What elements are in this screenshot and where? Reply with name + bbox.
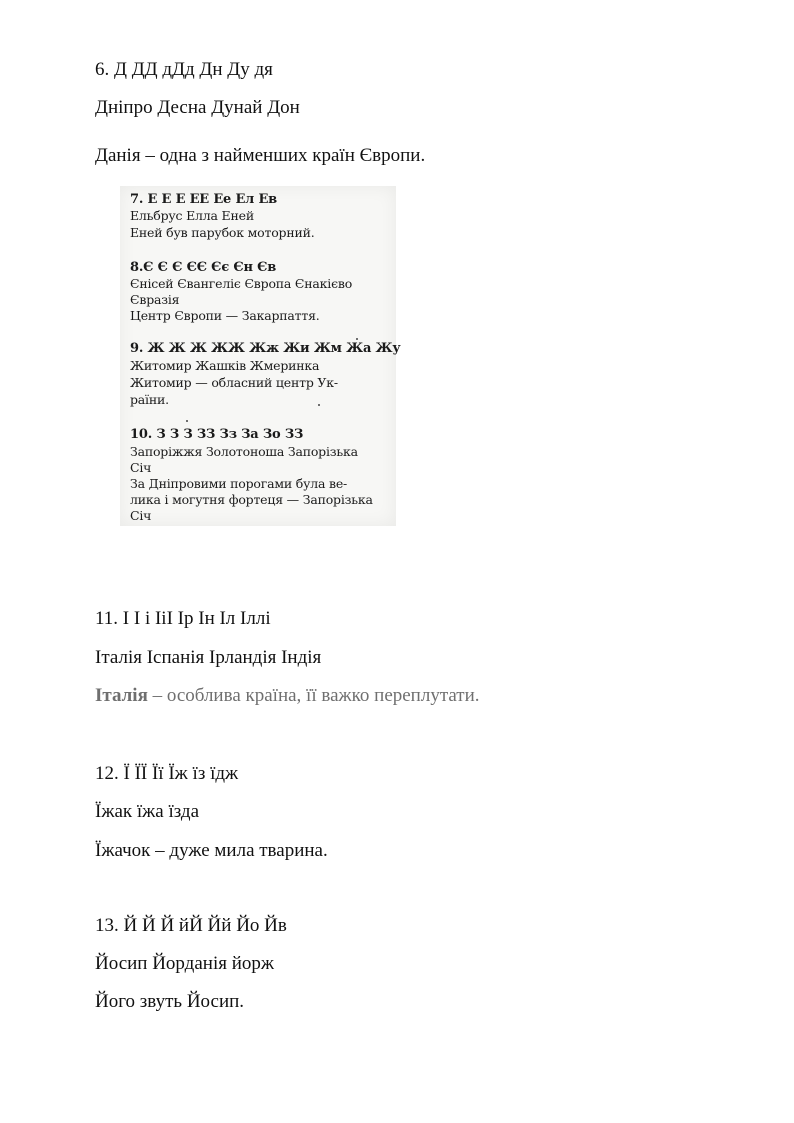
scan-10-sentence-2: лика і могутня фортеця — Запорізька	[130, 492, 373, 507]
section-11-sentence-rest: – особлива країна, її важко переплутати.	[147, 685, 480, 706]
section-13-letters: 13. Й Й Й йЙ Йй Йо Йв	[95, 915, 287, 936]
section-12-letters: 12. Ї ЇЇ Її Їж їз їдж	[95, 763, 239, 784]
scan-8-words-2: Євразія	[130, 292, 180, 307]
scan-speck	[356, 338, 358, 340]
section-11-words: Італія Іспанія Ірландія Індія	[95, 647, 322, 668]
scan-10-sentence-3: Січ	[130, 508, 152, 523]
scan-10-head: 10. З З З ЗЗ Зз За Зо ЗЗ	[130, 427, 304, 442]
scan-8-words-1: Єнісей Євангеліє Європа Єнакієво	[130, 276, 353, 291]
scan-9-words: Житомир Жашків Жмеринка	[130, 358, 320, 373]
scan-speck	[318, 404, 320, 406]
scan-10-sentence-1: За Дніпровими порогами була ве-	[130, 476, 348, 491]
section-12-words: Їжак їжа їзда	[95, 801, 199, 822]
scan-7-head: 7. Е Е Е ЕЕ Ее Ел Ев	[130, 192, 277, 207]
scan-8-head: 8.Є Є Є ЄЄ Єє Єн Єв	[130, 260, 277, 275]
section-13-sentence: Його звуть Йосип.	[95, 991, 245, 1012]
scan-7-words: Ельбрус Елла Еней	[130, 208, 254, 223]
section-6-sentence: Данія – одна з найменших країн Європи.	[95, 145, 426, 166]
scan-8-sentence: Центр Європи — Закарпаття.	[130, 308, 320, 323]
scan-9-sentence-2: раїни.	[130, 392, 169, 407]
scan-10-words-1: Запоріжжя Золотоноша Запорізька	[130, 444, 358, 459]
section-6-letters: 6. Д ДД дДд Дн Ду дя	[95, 59, 273, 80]
scan-7-sentence: Еней був парубок моторний.	[130, 225, 315, 240]
scan-10-words-2: Січ	[130, 460, 152, 475]
section-12-sentence: Їжачок – дуже мила тварина.	[95, 840, 328, 861]
scanned-excerpt	[120, 186, 401, 526]
section-11-letters: 11. І І і ІіІ Ір Ін Іл Іллі	[95, 608, 271, 629]
scan-9-sentence-1: Житомир — обласний центр Ук-	[130, 375, 338, 390]
scan-9-head: 9. Ж Ж Ж ЖЖ Жж Жи Жм Жа Жу	[130, 341, 401, 356]
section-13-words: Йосип Йорданія йорж	[95, 953, 275, 974]
scan-speck	[186, 420, 188, 422]
section-11-sentence-bold: Італія	[95, 685, 148, 706]
section-6-words: Дніпро Десна Дунай Дон	[95, 97, 300, 118]
section-11-sentence	[95, 685, 480, 707]
